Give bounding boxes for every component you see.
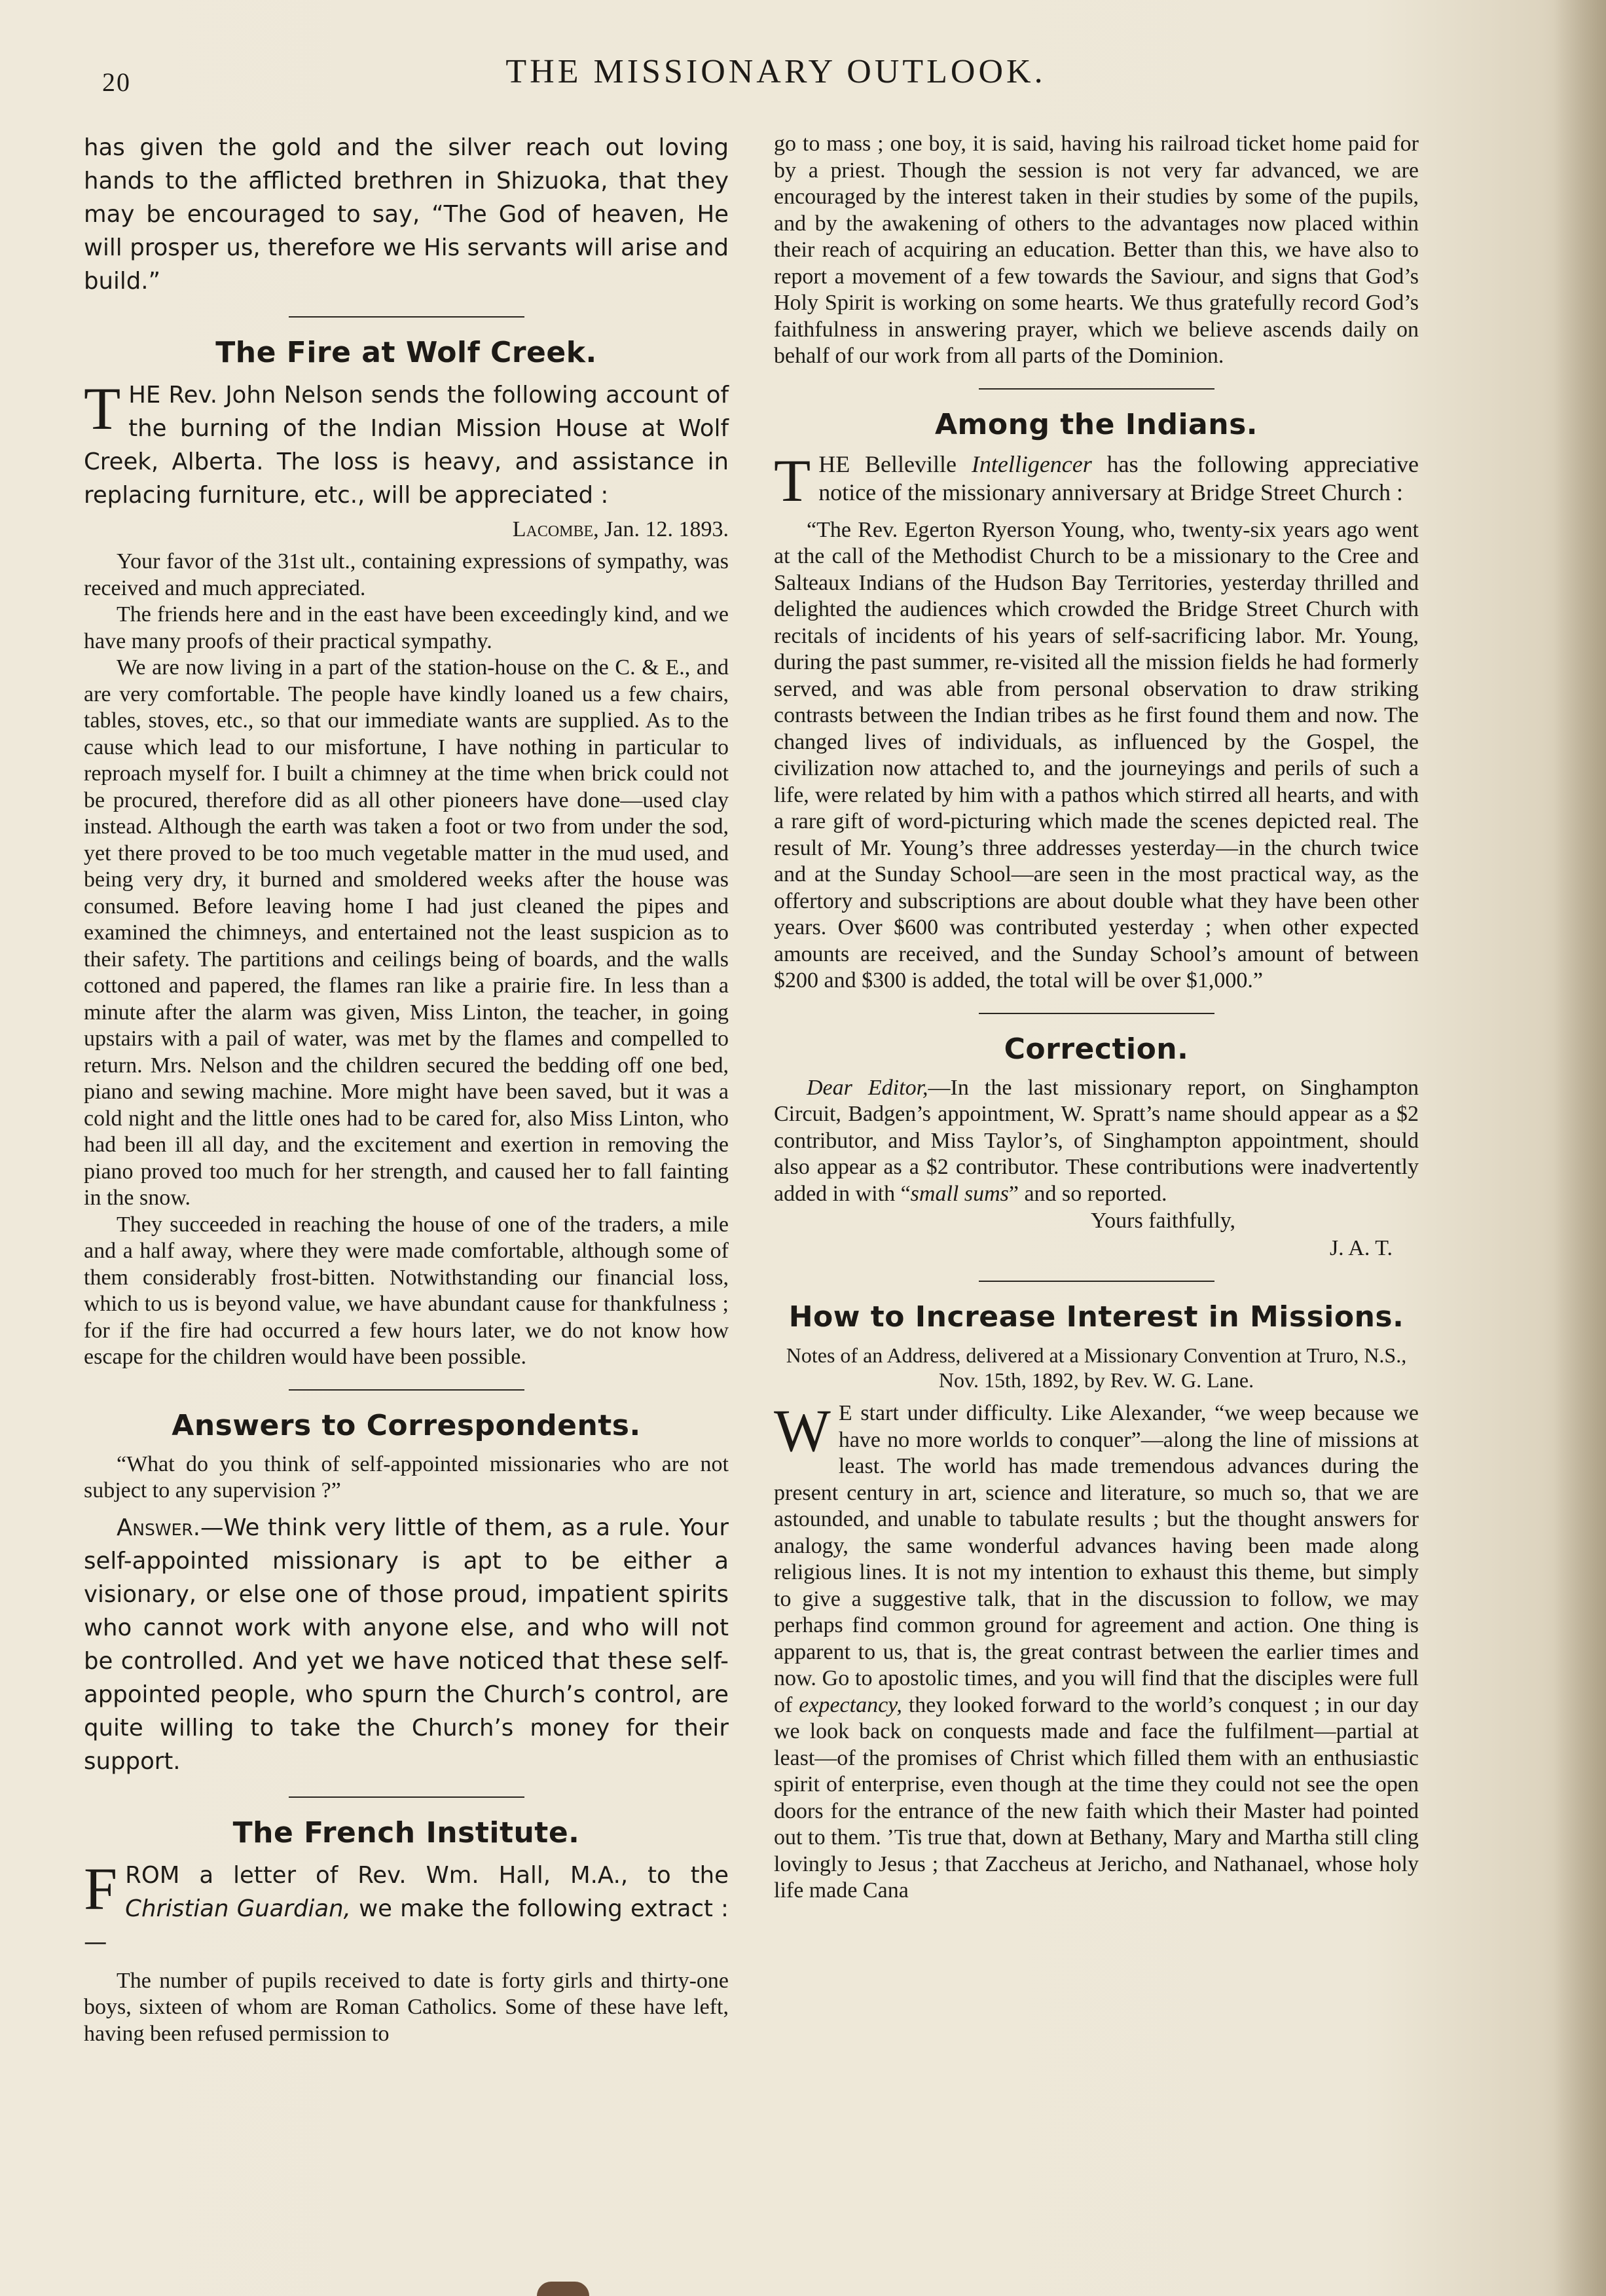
- section-divider: [979, 1013, 1214, 1014]
- drop-cap: T: [84, 375, 121, 442]
- correction-emphasis: small sums: [910, 1181, 1009, 1206]
- article-intro: [84, 375, 729, 512]
- article-fire-at-wolf-creek: [84, 336, 729, 1371]
- continued-paragraph: has given the gold and the silver reach out loving hands to the afflicted brethren in Shizuoka, that they may be encouraged to say, “The God of heaven, He will prosper us, therefore we His servants will arise and build.”: [84, 134, 729, 295]
- article-title: Answers to Correspondents.: [172, 1408, 641, 1442]
- intro-text: we make the following extract :—: [84, 1895, 729, 1956]
- continued-paragraph: go to mass ; one boy, it is said, having his railroad ticket home paid for by a priest. Though the session is not very far advanced, we are encouraged by the interest taken in their studies by some of the pupils, and by the awakening of others to the advantages now placed within their reach of acquiring an education. Better than this, we have also to report a movement of a few towards the Saviour, and signs that God’s Holy Spirit is working on some hearts. We thus gratefully record God’s faithfulness in answering prayer, which we believe ascends daily on behalf of our work from all parts of the Dominion.: [774, 132, 1419, 368]
- body-emphasis: expectancy,: [799, 1692, 902, 1717]
- article-body: [774, 1397, 1419, 1904]
- article-title: Among the Indians.: [935, 407, 1258, 441]
- answer-text: —We think very little of them, as a rule. Your self-appointed missionary is apt to be either a visionary, or else one of those proud, impatient spirits who cannot work with anyone else, and who will not be controlled. And yet we have noticed that these self-appointed people, who spurn the Church’s control, are quite willing to take the Church’s money for their support.: [84, 1514, 729, 1775]
- article-correction: [774, 1032, 1419, 1263]
- dateline: [84, 517, 729, 542]
- running-head: THE MISSIONARY OUTLOOK.: [505, 53, 1046, 90]
- letter-paragraph: We are now living in a part of the station-house on the C. & E., and are very comfortable. The people have kindly loaned us a few chairs, tables, stoves, etc., so that our immediate wants are supplied. As to the cause which lead to our misfortune, I have nothing in particular to reproach myself for. I built a chimney at the time when brick could not be procured, therefore did as all other pioneers have done—used clay instead. Although the earth was taken a foot or two from under the sod, yet there proved to be too much vegetable matter in the mud used, and being very dry, it burned and smoldered weeks after the house was consumed. Before leaving home I had just cleaned the pipes and examined the chimneys, and entertained not the least suspicion as to their safety. The partitions and ceilings being of boards, and the walls cottoned and papered, the flames ran like a prairie fire. In less than a minute after the alarm was given, Miss Linton, the teacher, in going upstairs with a pail of water, was met by the flames and compelled to return. Mrs. Nelson and the children secured the bedding off one bed, piano and sewing machine. More might have been saved, but it was a cold night and the little ones had to be cared for, also Miss Linton, who had been ill all day, and the excitement and exertion in removing the piano proved too much for her strength, and caused her to fall fainting in the snow.: [84, 655, 729, 1210]
- drop-cap: F: [84, 1855, 118, 1922]
- closing: Yours faithfully,: [1090, 1209, 1235, 1233]
- intro-text: HE Belleville: [818, 450, 972, 477]
- article-title: How to Increase Interest in Missions.: [788, 1300, 1404, 1334]
- page-gutter-shadow: [1554, 0, 1606, 2296]
- correction-letter: [774, 1075, 1419, 1208]
- article-increase-interest: [774, 1300, 1419, 1904]
- body-text: E start under difficulty. Like Alexander, “we weep because we have no more worlds to conquer”—along the line of missions at least. The world has made tremendous advances during the present century in art, science and literature, so much so, that we are astounded, and unable to tabulate results ; but the thought answers for analogy, the same wonderful advances having been made along religious lines. It is not my intention to exhaust this theme, but simply to give a suggestive talk, that in the discussion to follow, we may perhaps find common ground for agreement and action. One thing is apparent to us, that is, the great contrast between the earlier times and now. Go to apostolic times, and you will find that the disciples were full of: [774, 1401, 1419, 1717]
- article-french-institute: [84, 1816, 729, 2048]
- intro-text: ROM a letter of Rev. Wm. Hall, M.A., to the: [125, 1861, 729, 1889]
- letter-paragraph: Your favor of the 31st ult., containing expressions of sympathy, was received and much appreciated.: [84, 549, 729, 600]
- article-among-the-indians: [774, 408, 1419, 994]
- intro-text: HE Rev. John Nelson sends the following account of the burning of the Indian Mission House at Wolf Creek, Alberta. The loss is heavy, and assistance in replacing furniture, etc., will be appreciated :: [84, 382, 729, 509]
- drop-cap: T: [774, 446, 811, 514]
- section-divider: [979, 1281, 1214, 1282]
- article-paragraph: The number of pupils received to date is forty girls and thirty-one boys, sixteen of whom are Roman Catholics. Some of these have left, having been refused permission to: [84, 1968, 729, 2046]
- letter-paragraph: They succeeded in reaching the house of one of the traders, a mile and a half away, where they were made comfortable, although some of them considerably frost-bitten. Notwithstanding our financial loss, which to us is beyond value, we have abundant cause for thankfulness ; for if the fire had occurred a few hours later, we do not know how escape for the children would have been possible.: [84, 1212, 729, 1369]
- salutation: Dear Editor,: [807, 1075, 928, 1100]
- article-answers-to-correspondents: [84, 1409, 729, 1778]
- section-divider: [289, 316, 524, 318]
- dateline-place: Lacombe,: [512, 517, 599, 541]
- reader-question: “What do you think of self-appointed missionaries who are not subject to any supervision ?”: [84, 1451, 729, 1503]
- signature: J. A. T.: [1329, 1236, 1393, 1260]
- page-bottom-ornament: [537, 2282, 589, 2296]
- page-header: [98, 52, 1453, 105]
- newspaper-name: Intelligencer: [971, 450, 1092, 477]
- newspaper-name: Christian Guardian,: [125, 1895, 351, 1922]
- article-title: Correction.: [1004, 1032, 1189, 1066]
- article-intro: [774, 446, 1419, 514]
- correction-text: ” and so reported.: [1008, 1181, 1167, 1206]
- article-intro: [84, 1855, 729, 1959]
- answer-label: Answer.: [117, 1514, 201, 1541]
- letter-paragraph: The friends here and in the east have been exceedingly kind, and we have many proofs of their practical sympathy.: [84, 602, 729, 653]
- dateline-date: Jan. 12. 1893.: [604, 517, 729, 541]
- editor-answer: [84, 1511, 729, 1778]
- section-divider: [979, 388, 1214, 390]
- intro-text: has the following appreciative notice of the missionary anniversary at Bridge Street Church :: [818, 450, 1419, 505]
- correction-text: —In the last missionary report, on Singhampton Circuit, Badgen’s appointment, W. Spratt’s name should appear as a $2 contributor, and Miss Taylor’s, of Singhampton appointment, should also appear as a $2 contributor. These contributions were inadvertently added in with “: [774, 1075, 1419, 1206]
- section-divider: [289, 1796, 524, 1798]
- right-column: [774, 131, 1419, 1904]
- drop-cap: W: [774, 1397, 831, 1464]
- article-title: The French Institute.: [232, 1815, 580, 1850]
- section-divider: [289, 1389, 524, 1391]
- body-text: they looked forward to the world’s conquest ; in our day we look back on conquests made and face the fulfilment—partial at least—of the promises of Christ which filled them with an enthusiastic spirit of enterprise, even though at the time they could not see the open doors for the entrance of the new faith which their Master had pointed out to them. ’Tis true that, down at Bethany, Mary and Martha still cling lovingly to Jesus ; that Zaccheus at Jericho, and Nathanael, whose holy life made Cana: [774, 1692, 1419, 1903]
- article-title: The Fire at Wolf Creek.: [215, 336, 597, 369]
- article-subtitle: Notes of an Address, delivered at a Missionary Convention at Truro, N.S., Nov. 15th, 1892, by Rev. W. G. Lane.: [786, 1343, 1407, 1392]
- quoted-report: “The Rev. Egerton Ryerson Young, who, twenty-six years ago went at the call of the Methodist Church to be a missionary to the Cree and Salteaux Indians of the Hudson Bay Territories, yesterday thrilled and delighted the audiences which crowded the Bridge Street Church with recitals of incidents of his years of self-sacrificing labor. Mr. Young, during the past summer, re-visited all the mission fields he had formerly served, and was able from personal observation to draw striking contrasts between the Indian tribes as he first found them and now. The changed lives of individuals, as influenced by the Gospel, the civilization now attached to, and the journeyings and perils of such a life, were related by him with a pathos which stirred all hearts, and with a rare gift of word-picturing which made the scenes depicted real. The result of Mr. Young’s three addresses yesterday—in the church twice and at the Sunday School—are seen in the most practical way, as the offertory and subscriptions are about double what they have been other years. Over $600 was contributed yesterday ; when other expected amounts are received, and the Sunday School’s amount of between $200 and $300 is added, the total will be over $1,000.”: [774, 517, 1419, 993]
- page-number: 20: [102, 67, 131, 97]
- left-column: [84, 131, 729, 2047]
